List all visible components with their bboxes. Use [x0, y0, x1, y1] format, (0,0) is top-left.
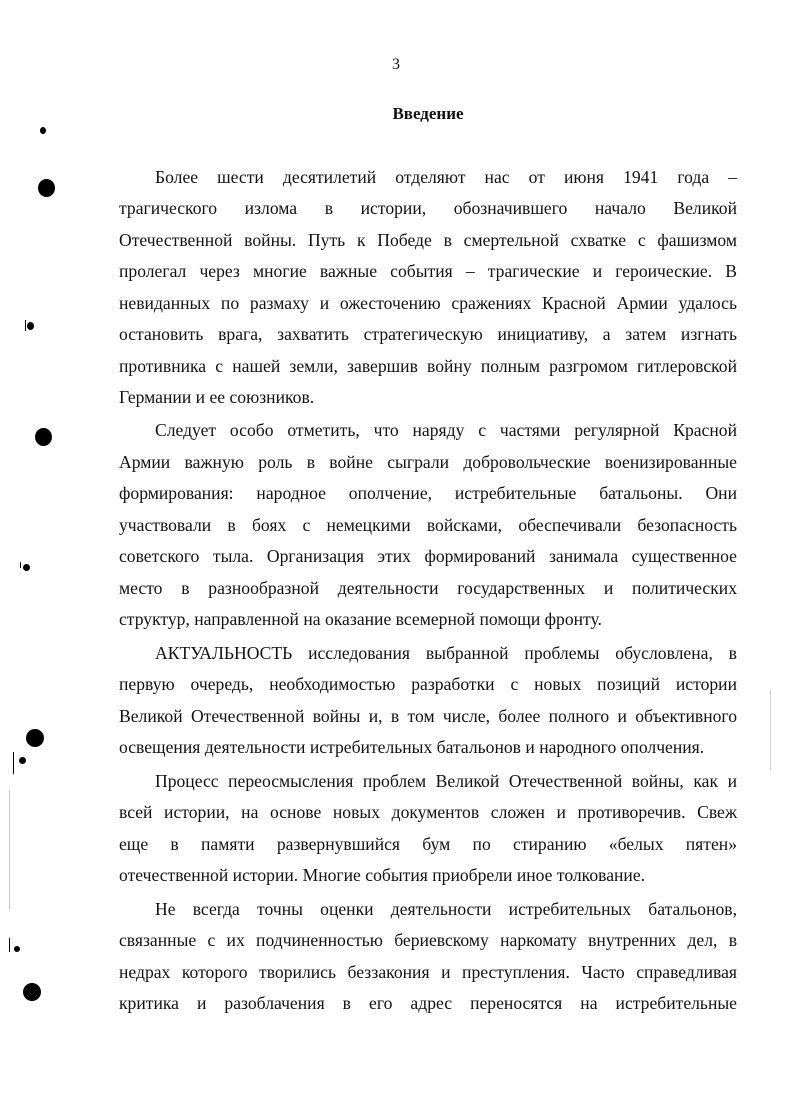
page-title: Введение: [392, 104, 464, 123]
text-line: Армии важную роль в войне сыграли добровольческие военизированные: [119, 452, 737, 472]
text-line: невиданных по размаху и ожесточению сражениях Красной Армии удалось: [119, 293, 737, 313]
text-line: связанные с их подчиненностью бериевскому наркомату внутренних дел, в: [119, 930, 737, 950]
text-line: место в разнообразной деятельности государственных и политических: [119, 578, 737, 598]
binding-hole-mark: [9, 938, 10, 952]
text-line: Следует особо отметить, что наряду с частями регулярной Красной: [155, 420, 737, 440]
binding-hole-mark: [40, 127, 46, 134]
text-line: Великой Отечественной войны и, в том числе, более полного и объективного: [119, 706, 737, 726]
text-line: Отечественной войны. Путь к Победе в смертельной схватке с фашизмом: [119, 230, 737, 250]
text-line: еще в памяти развернувшийся бум по стиранию «белых пятен»: [119, 834, 737, 854]
scan-edge-line: [9, 790, 10, 910]
text-line: критика и разоблачения в его адрес переносятся на истребительные: [119, 993, 737, 1013]
binding-hole-mark: [35, 428, 52, 446]
binding-hole-mark: [26, 729, 44, 747]
text-line: Не всегда точны оценки деятельности истребительных батальонов,: [155, 899, 737, 919]
text-line: АКТУАЛЬНОСТЬ исследования выбранной проблемы обусловлена, в: [155, 643, 737, 663]
binding-hole-mark: [27, 322, 34, 330]
binding-hole-mark: [14, 946, 20, 952]
binding-hole-mark: [25, 320, 26, 331]
binding-hole-mark: [20, 562, 21, 568]
text-line: формирования: народное ополчение, истребительные батальоны. Они: [119, 483, 737, 503]
text-line: участвовали в боях с немецкими войсками, обеспечивали безопасность: [119, 515, 737, 535]
text-line: Процесс переосмысления проблем Великой Отечественной войны, как и: [155, 771, 737, 791]
binding-hole-mark: [23, 983, 41, 1001]
text-line: трагического излома в истории, обозначившего начало Великой: [119, 198, 737, 218]
binding-hole-mark: [13, 752, 14, 774]
text-line: недрах которого творились беззакония и преступления. Часто справедливая: [119, 962, 737, 982]
text-line: советского тыла. Организация этих формирований занимала существенное: [119, 546, 737, 566]
text-line: пролегал через многие важные события – трагические и героические. В: [119, 261, 737, 281]
text-line: всей истории, на основе новых документов сложен и противоречив. Свеж: [119, 802, 737, 822]
text-line: Более шести десятилетий отделяют нас от июня 1941 года –: [155, 167, 737, 187]
text-line: остановить врага, захватить стратегическую инициативу, а затем изгнать: [119, 324, 737, 344]
binding-hole-mark: [38, 179, 55, 197]
binding-hole-mark: [23, 564, 30, 571]
text-line: освещения деятельности истребительных батальонов и народного ополчения.: [119, 737, 705, 757]
text-line: отечественной истории. Многие события приобрели иное толкование.: [119, 865, 646, 885]
text-line: структур, направленной на оказание всемерной помощи фронту.: [119, 609, 602, 629]
scan-edge-line: [770, 690, 771, 770]
binding-hole-mark: [19, 757, 26, 764]
text-line: первую очередь, необходимостью разработки с новых позиций истории: [119, 674, 737, 694]
page-number: 3: [392, 56, 400, 73]
text-line: Германии и ее союзников.: [119, 387, 315, 407]
text-line: противника с нашей земли, завершив войну полным разгромом гитлеровской: [119, 356, 737, 376]
